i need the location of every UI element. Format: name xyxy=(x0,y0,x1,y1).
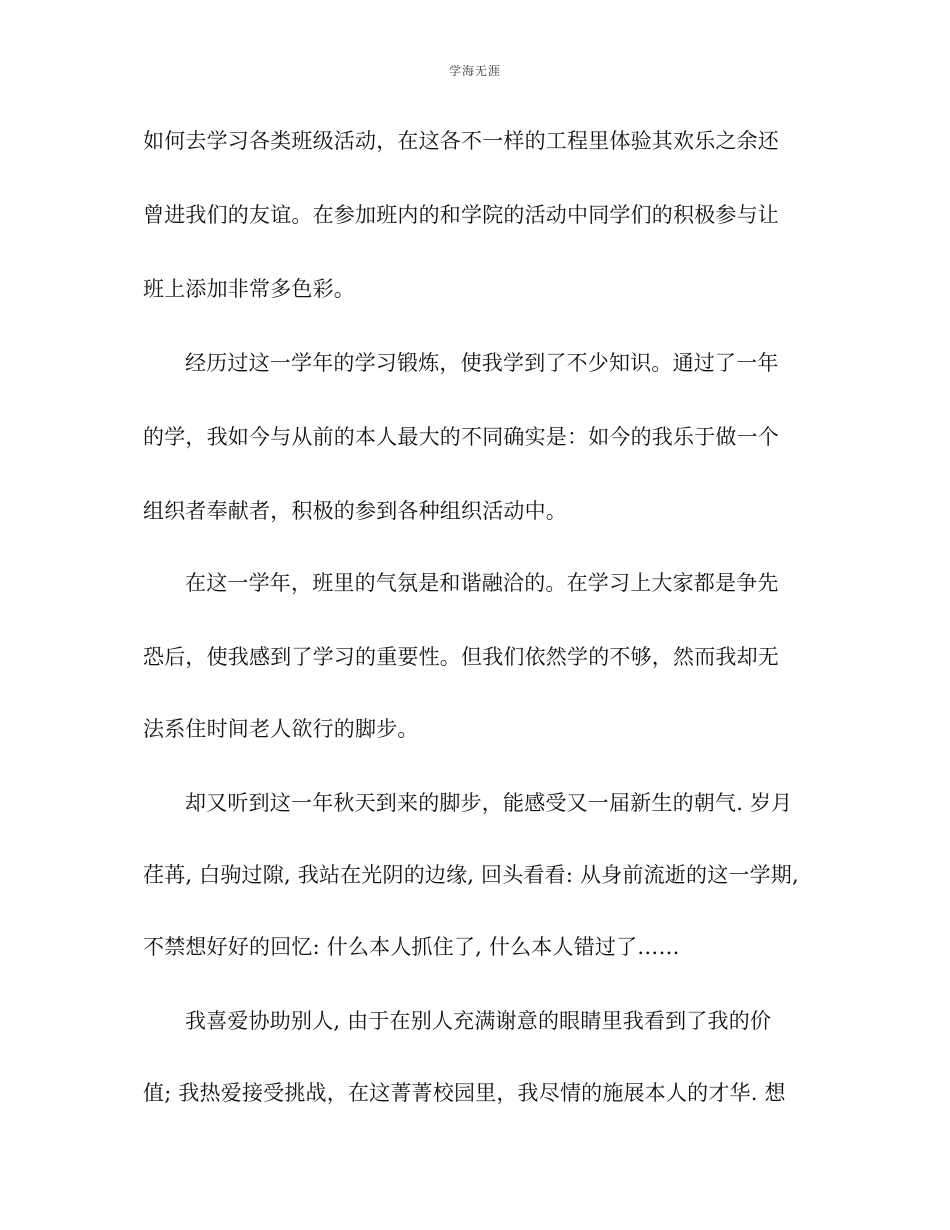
paragraph-line: 却又听到这一年秋天到来的脚步，能感受又一届新生的朝气. 岁月 xyxy=(185,791,793,815)
paragraph-line: 荏苒, 白驹过隙, 我站在光阴的边缘, 回头看看: 从身前流逝的这一学期, xyxy=(143,863,799,887)
paragraph-line: 不禁想好好的回忆: 什么本人抓住了, 什么本人错过了…… xyxy=(143,935,680,959)
paragraph-line: 如何去学习各类班级活动，在这各不一样的工程里体验其欢乐之余还 xyxy=(143,129,779,153)
page-header: 学海无涯 xyxy=(448,64,501,78)
paragraph-line: 组织者奉献者，积极的参到各种组织活动中。 xyxy=(143,499,567,523)
paragraph-line: 班上添加非常多色彩。 xyxy=(143,277,355,301)
paragraph-line: 值; 我热爱接受挑战，在这菁菁校园里，我尽情的施展本人的才华. 想 xyxy=(143,1081,786,1105)
paragraph-line: 的学，我如今与从前的本人最大的不同确实是：如今的我乐于做一个 xyxy=(143,425,779,449)
paragraph-line: 曾进我们的友谊。在参加班内的和学院的活动中同学们的积极参与让 xyxy=(143,203,779,227)
paragraph-line: 法系住时间老人欲行的脚步。 xyxy=(143,717,419,741)
paragraph-line: 我喜爱协助别人, 由于在别人充满谢意的眼睛里我看到了我的价 xyxy=(185,1009,772,1033)
paragraph-line: 恐后，使我感到了学习的重要性。但我们依然学的不够，然而我却无 xyxy=(143,645,779,669)
paragraph-line: 经历过这一学年的学习锻炼，使我学到了不少知识。通过了一年 xyxy=(185,351,779,375)
paragraph-line: 在这一学年，班里的气氛是和谐融洽的。在学习上大家都是争先 xyxy=(185,571,779,595)
